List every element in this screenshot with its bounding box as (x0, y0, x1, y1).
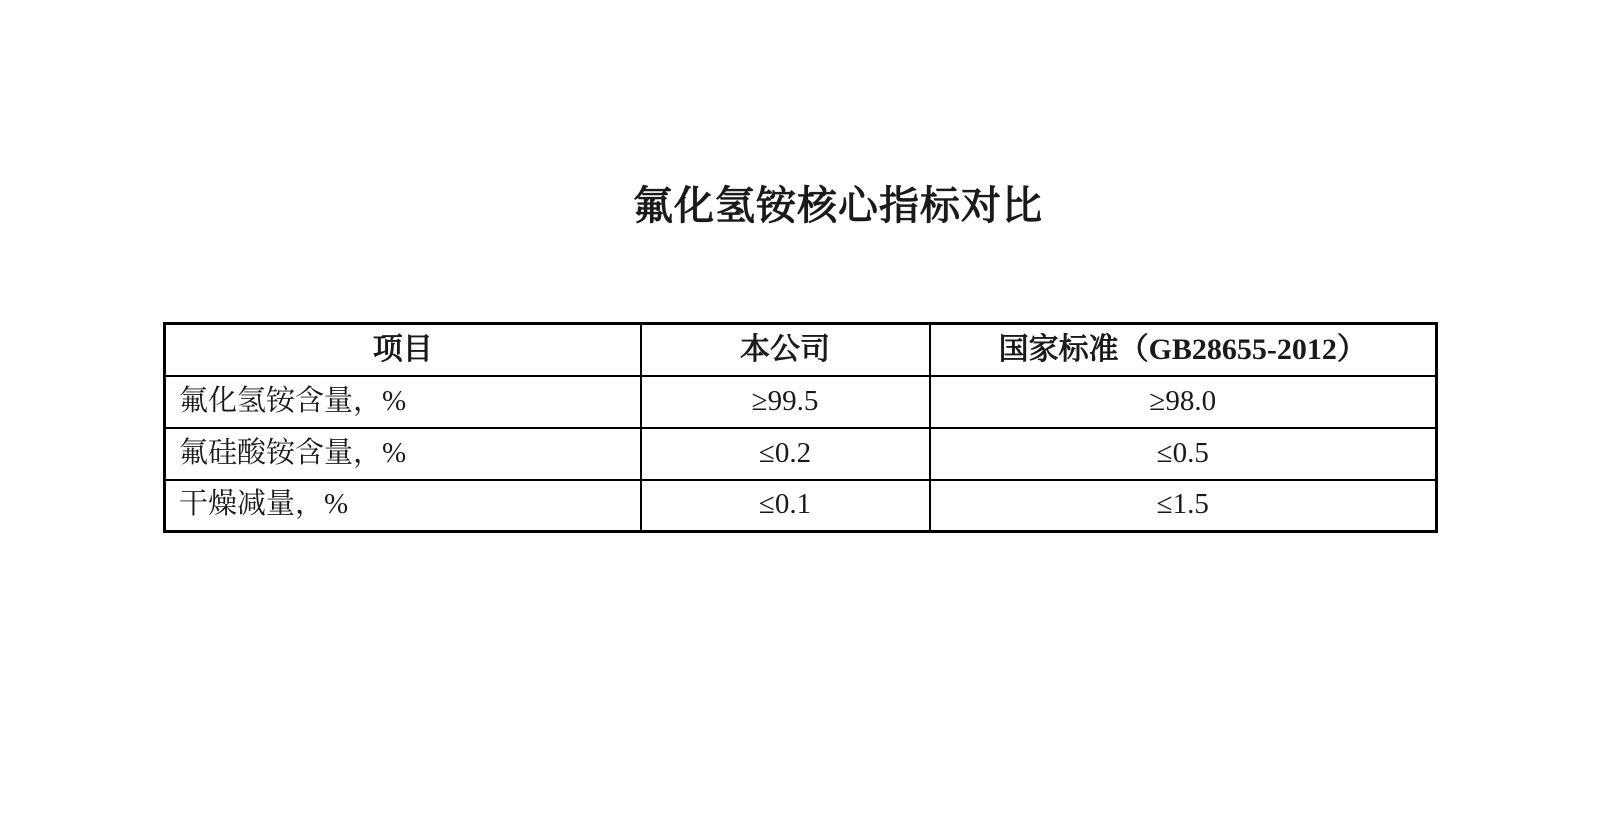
row2-standard-value: ≤0.5 (930, 428, 1437, 480)
row1-item-label: 氟化氢铵含量，% (165, 376, 641, 428)
row1-company-value: ≥99.5 (641, 376, 930, 428)
table-header-row (165, 324, 1437, 376)
table-row (165, 480, 1437, 532)
spec-comparison-table (163, 322, 1438, 533)
column-header-company: 本公司 (641, 324, 930, 376)
row3-company-value: ≤0.1 (641, 480, 930, 532)
row3-item-label: 干燥减量，% (165, 480, 641, 532)
table-row (165, 376, 1437, 428)
row2-item-label: 氟硅酸铵含量，% (165, 428, 641, 480)
column-header-national-standard: 国家标准（GB28655-2012） (930, 324, 1437, 376)
page-title: 氟化氢铵核心指标对比 (633, 183, 1043, 228)
column-header-item: 项目 (165, 324, 641, 376)
table-row (165, 428, 1437, 480)
row2-company-value: ≤0.2 (641, 428, 930, 480)
row1-standard-value: ≥98.0 (930, 376, 1437, 428)
row3-standard-value: ≤1.5 (930, 480, 1437, 532)
